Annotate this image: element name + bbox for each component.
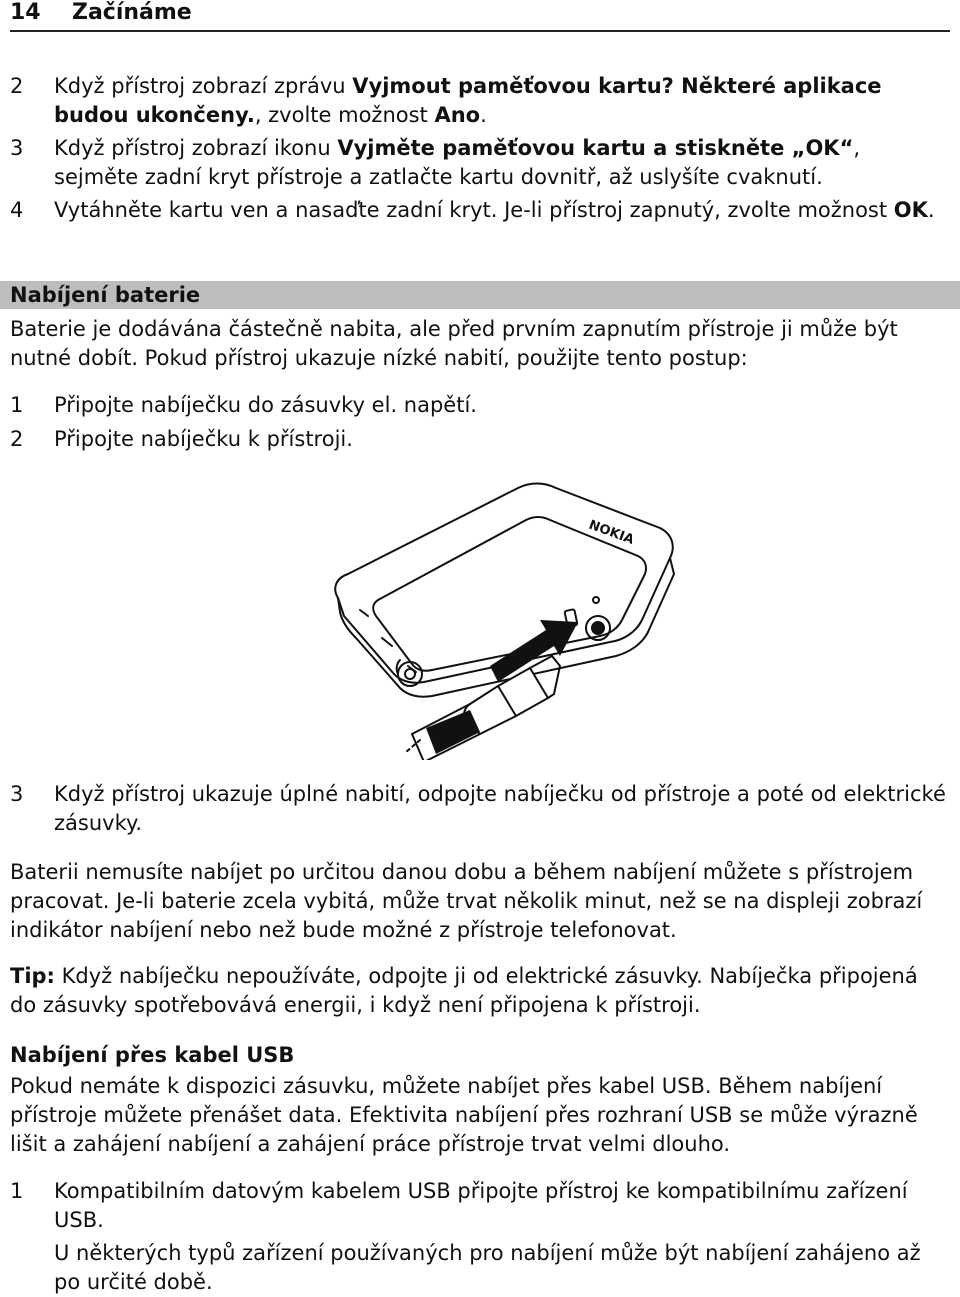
tip-text: Když nabíječku nepoužíváte, odpojte ji od elektrické zásuvky. Nabíječka připojená do zásuvky spotřebovává energii, i když není připojena k přístroji. — [10, 964, 918, 1017]
subsection-title: Nabíjení přes kabel USB — [10, 1043, 295, 1067]
step-number: 2 — [10, 74, 24, 98]
step-text: Když přístroj zobrazí zprávu Vyjmout paměťovou kartu? Některé aplikace budou ukončeny., zvolte možnost Ano. — [54, 74, 882, 127]
list-item — [10, 780, 950, 838]
step-number: 3 — [10, 782, 24, 806]
step-text: Připojte nabíječku k přístroji. — [54, 427, 353, 451]
step-text: Připojte nabíječku do zásuvky el. napětí. — [54, 393, 477, 417]
tip-label: Tip: — [10, 964, 55, 988]
step-number: 1 — [10, 1179, 24, 1203]
list-item — [10, 134, 950, 192]
page-header — [10, 0, 950, 32]
list-item — [10, 425, 950, 454]
brand-logo: NOKIA — [586, 517, 636, 548]
list-item — [10, 196, 950, 225]
step-text: Kompatibilním datovým kabelem USB připojte přístroj ke kompatibilnímu zařízení USB. — [54, 1179, 908, 1232]
list-item — [10, 1177, 950, 1235]
step-text: Když přístroj ukazuje úplné nabití, odpojte nabíječku od přístroje a poté od elektrické zásuvky. — [54, 782, 946, 835]
step-number: 1 — [10, 393, 24, 417]
section-intro: Pokud nemáte k dispozici zásuvku, můžete nabíjet přes kabel USB. Během nabíjení přístroje můžete přenášet data. Efektivita nabíjení přes rozhraní USB se může výrazně lišit a zahájení nabíjení a zahájení práce přístroje trvat velmi dlouho. — [10, 1074, 918, 1156]
step-text: Když přístroj zobrazí ikonu Vyjměte paměťovou kartu a stiskněte „OK“, sejměte zadní kryt přístroje a zatlačte kartu dovnitř, až uslyšíte cvaknutí. — [54, 136, 861, 189]
step-number: 3 — [10, 136, 24, 160]
list-item — [10, 391, 950, 420]
section-intro: Baterie je dodávána částečně nabita, ale před prvním zapnutím přístroje ji může být nutné dobít. Pokud přístroj ukazuje nízké nabití, použijte tento postup: — [10, 317, 898, 370]
step-text: Vytáhněte kartu ven a nasaďte zadní kryt. Je-li přístroj zapnutý, zvolte možnost OK. — [54, 198, 935, 222]
page-number: 14 — [10, 0, 41, 25]
step-number: 2 — [10, 427, 24, 451]
list-item-note — [10, 1239, 950, 1297]
paragraph: Baterii nemusíte nabíjet po určitou danou dobu a během nabíjení můžete s přístrojem pracovat. Je-li baterie zcela vybitá, může trvat několik minut, než se na displeji zobrazí indikátor nabíjení nebo než bude možné z přístroje telefonovat. — [10, 860, 923, 942]
phone-charging-illustration — [320, 470, 690, 760]
tip-paragraph — [10, 962, 950, 1020]
step-note: U některých typů zařízení používaných pro nabíjení může být nabíjení zahájeno až po určité době. — [54, 1241, 921, 1294]
section-title: Nabíjení baterie — [10, 283, 201, 307]
section-heading-bar — [0, 281, 960, 309]
list-item — [10, 72, 950, 130]
step-number: 4 — [10, 198, 24, 222]
chapter-title: Začínáme — [72, 0, 192, 25]
